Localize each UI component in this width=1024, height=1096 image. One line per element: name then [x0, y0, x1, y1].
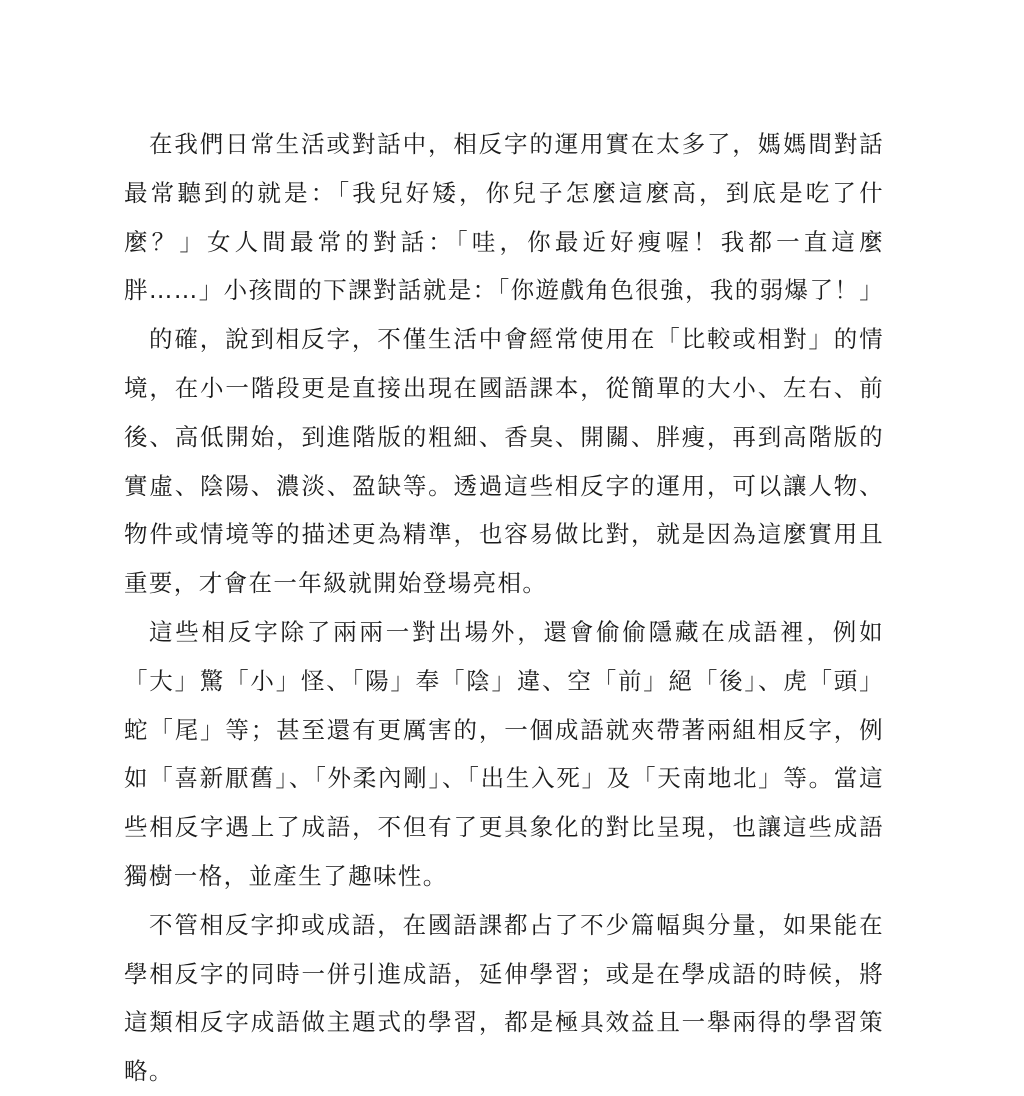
paragraph-3: 這些相反字除了兩兩一對出場外，還會偷偷隱藏在成語裡，例如「大」驚「小」怪、「陽」奉「陰」違、空「前」絕「後」、虎「頭」蛇「尾」等；甚至還有更厲害的，一個成語就夾帶著兩組相反字，例如「喜新厭舊」、「外柔內剛」、「出生入死」及「天南地北」等。當這些相反字遇上了成語，不但有了更具象化的對比呈現，也讓這些成語獨樹一格，並產生了趣味性。: [124, 617, 884, 890]
body-text: [124, 120, 884, 1096]
paragraph-2: 的確，說到相反字，不僅生活中會經常使用在「比較或相對」的情境，在小一階段更是直接出現在國語課本，從簡單的大小、左右、前後、高低開始，到進階版的粗細、香臭、開關、胖瘦，再到高階版的實虛、陰陽、濃淡、盈缺等。透過這些相反字的運用，可以讓人物、物件或情境等的描述更為精準，也容易做比對，就是因為這麼實用且重要，才會在一年級就開始登場亮相。: [124, 325, 884, 598]
paragraph-1: 在我們日常生活或對話中，相反字的運用實在太多了，媽媽間對話最常聽到的就是：「我兒好矮，你兒子怎麼這麼高，到底是吃了什麼？」女人間最常的對話：「哇，你最近好瘦喔！我都一直這麼胖……」小孩間的下課對話就是：「你遊戲角色很強，我的弱爆了！」: [124, 130, 885, 305]
paragraph-4: 不管相反字抑或成語，在國語課都占了不少篇幅與分量，如果能在學相反字的同時一併引進成語，延伸學習；或是在學成語的時候，將這類相反字成語做主題式的學習，都是極具效益且一舉兩得的學習策略。: [124, 910, 884, 1086]
